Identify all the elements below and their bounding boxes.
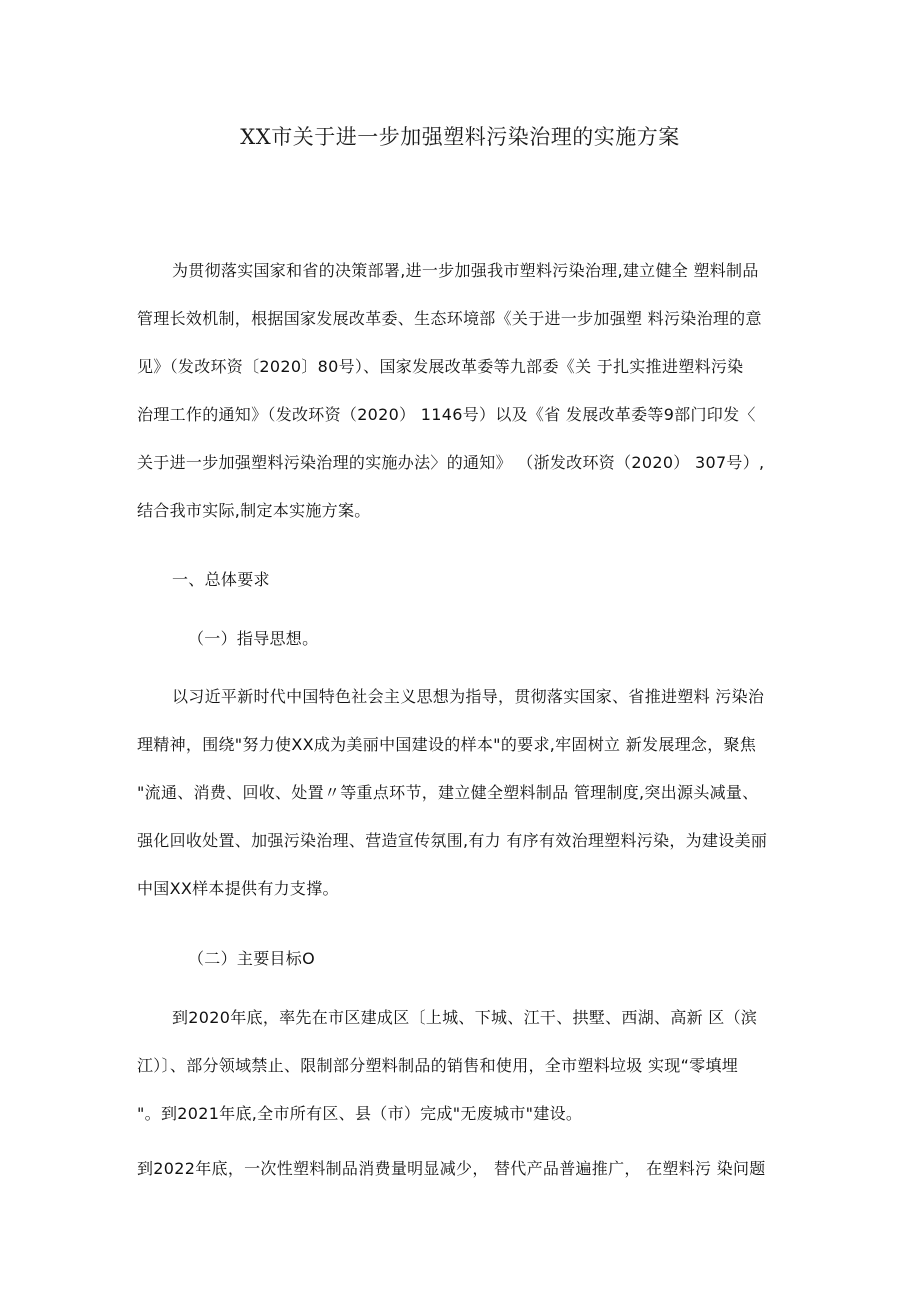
paragraph-line: 结合我市实际,制定本实施方案。 — [137, 501, 371, 520]
paragraph-line: 中国XX样本提供有力支撑。 — [137, 879, 339, 898]
subsection-heading: （二）主要目标O — [188, 949, 315, 968]
paragraph-line: 到2020年底，率先在市区建成区〔上城、下城、江干、拱墅、西湖、高新 区（滨 — [172, 1008, 758, 1027]
paragraph-line: 见》（发改环资〔2020〕80号）、国家发展改革委等九部委《关 于扎实推进塑料污染 — [137, 357, 744, 376]
section-heading: 一、总体要求 — [172, 570, 270, 589]
paragraph-line: 治理工作的通知》（发改环资（2020） 1146号）以及《省 发展改革委等9部门印发〈 — [137, 405, 756, 424]
document-title: XX市关于进一步加强塑料污染治理的实施方案 — [240, 125, 680, 149]
paragraph-line: 为贯彻落实国家和省的决策部署,进一步加强我市塑料污染治理,建立健全 塑料制品 — [172, 261, 759, 280]
paragraph-line: 江）〕、部分领域禁止、限制部分塑料制品的销售和使用，全市塑料垃圾 实现“零填埋 — [137, 1056, 739, 1075]
paragraph-line: "。到2021年底,全市所有区、县（市）完成"无废城市"建设。 — [137, 1104, 583, 1123]
paragraph-line: 管理长效机制，根据国家发展改革委、生态环境部《关于进一步加强塑 料污染治理的意 — [137, 309, 762, 328]
subsection-heading: （一）指导思想。 — [188, 629, 319, 648]
paragraph-line: 理精神，围绕"努力使XX成为美丽中国建设的样本"的要求,牢固树立 新发展理念，聚焦 — [137, 735, 757, 754]
paragraph-line: 到2022年底，一次性塑料制品消费量明显减少， 替代产品普遍推广， 在塑料污 染问题 — [137, 1159, 766, 1178]
paragraph-line: 强化回收处置、加强污染治理、营造宣传氛围,有力 有序有效治理塑料污染，为建设美丽 — [137, 831, 768, 850]
paragraph-line: 关于进一步加强塑料污染治理的实施办法〉的通知》 （浙发改环资（2020） 307号）, — [137, 453, 765, 472]
paragraph-line: 以习近平新时代中国特色社会主义思想为指导，贯彻落实国家、省推进塑料 污染治 — [172, 687, 765, 706]
paragraph-line: "流通、消费、回收、处置〃等重点环节，建立健全塑料制品 管理制度,突出源头减量、 — [137, 783, 759, 802]
